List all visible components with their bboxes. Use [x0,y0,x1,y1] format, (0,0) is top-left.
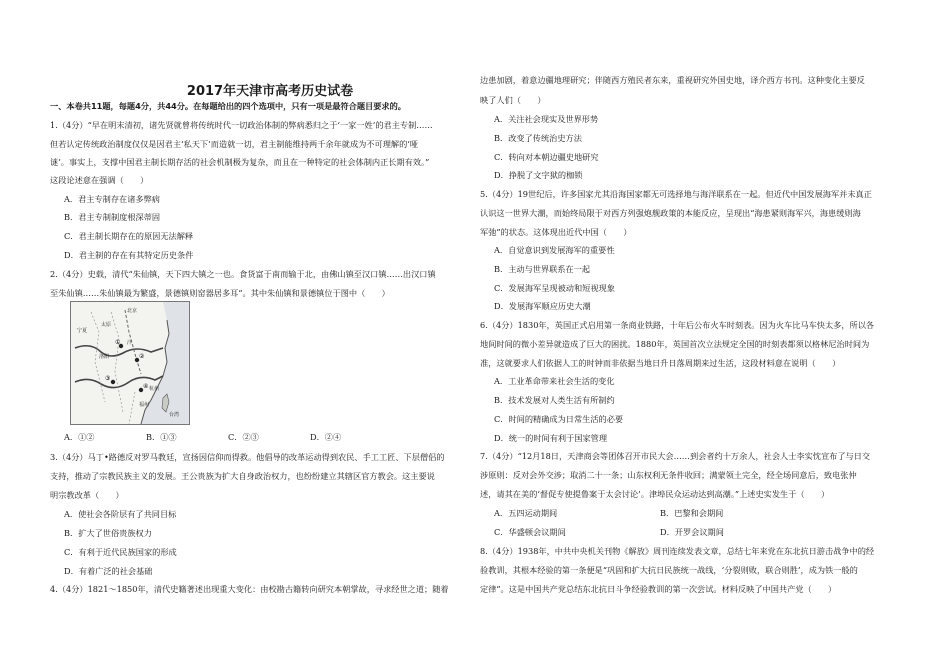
q7-option-a[interactable]: A．五四运动期间 [494,508,558,518]
q6-option-c[interactable]: C．时间的精确成为日常生活的必要 [494,414,624,424]
q3-line-2: 支持，推动了宗教民族主义的发展。王公贵族为扩大自身政治权力，也纷纷建立其辖区官方教会。这主要说 [50,471,435,481]
q2-option-c[interactable]: C．②③ [228,432,259,442]
q7-option-c[interactable]: C．华盛顿会议期间 [494,527,566,537]
map-label-ningxia: 宁夏 [77,328,88,334]
q5-option-c[interactable]: C．发展海军呈现被动和短视现象 [494,283,615,293]
q4-line-2: 边患加剧，着意边疆地理研究；伴随西方殖民者东来，重视研究外国史地，译介西方书刊。这种变化主要反 [480,75,865,85]
map-number-2: ② [139,353,145,360]
q3-option-d[interactable]: D．有着广泛的社会基础 [64,566,153,576]
q5-line-3: 军弛”的状态。这体现出近代中国（ ） [480,227,632,237]
q3-option-a[interactable]: A．使社会各阶层有了共同目标 [64,509,177,519]
q3-line-3: 明宗教改革（ ） [50,490,124,500]
map-label-beijing: 北京 [127,308,138,314]
q1-line-3: 谜’。事实上，支撑中国君主制长期存活的社会机制极为复杂，而且在一种特定的社会体制内正长期有效。” [50,157,430,167]
q1-option-a[interactable]: A．君主专制存在诸多弊病 [64,194,160,204]
section-header: 一、本卷共11题，每题4分，共44分。在每题给出的四个选项中，只有一项是最符合题目要求的。 [50,101,406,111]
q8-line-1: 8.（4分）1938年，中共中央机关刊物《解放》周刊连续发表文章，总结七年来党在东北抗日游击战争中的经 [480,546,875,556]
q3-option-c[interactable]: C．有利于近代民族国家的形成 [64,547,177,557]
q7-line-3: 述，请其在美的‘督促专使提鲁案于太会讨论’。津埠民众运动达到高潮。”上述史实发生于（ ） [480,489,830,499]
q5-line-1: 5.（4分）19世纪后，许多国家尤其沿海国家都无可选择地与海洋联系在一起。但近代中国发展海军并未真正 [480,189,872,199]
q2-option-d[interactable]: D．②④ [310,432,342,442]
q6-option-a[interactable]: A．工业革命带来社会生活的变化 [494,376,615,386]
q4-option-a[interactable]: A．关注社会现实及世界形势 [494,114,599,124]
map-label-fuzhou: 福州 [139,402,150,408]
map-label-taiwan: 台湾 [169,412,180,418]
q7-option-d[interactable]: D．开罗会议期间 [660,527,724,537]
map-label-taiyuan: 太原 [101,322,112,328]
map-label-bian: 汴 [127,340,133,346]
map-label-luoyang: 洛阳 [99,354,110,360]
map-number-4: ④ [143,383,149,390]
q1-line-4: 这段论述意在强调（ ） [50,175,149,185]
q5-option-b[interactable]: B．主动与世界联系在一起 [494,264,591,274]
q2-line-2: 至朱仙镇……朱仙镇最为繁盛，景德镇则窑器居多耳”。其中朱仙镇和景德镇位于图中（ ） [50,288,390,298]
q2-option-a[interactable]: A．①② [64,432,95,442]
qing-town-map [70,301,190,425]
q4-option-d[interactable]: D．挣脱了文字狱的枷锁 [494,170,583,180]
q6-option-d[interactable]: D．统一的时间有利于国家管理 [494,433,608,443]
q4-line-1: 4.（4分）1821～1850年，清代史籍著述出现重大变化：由校勘古籍转向研究本朝掌故，寻求经世之道；随着 [50,584,449,594]
map-number-3: ③ [105,375,111,382]
q6-line-1: 6.（4分）1830年，英国正式启用第一条商业铁路，十年后公布火车时刻表。因为火车比马车快太多，所以各 [480,320,875,330]
q6-line-2: 地间时间的微小差异就造成了巨大的困扰。1880年，英国首次立法规定全国的时刻表都须以格林尼治时间为 [480,339,870,349]
q3-option-b[interactable]: B．扩大了世俗贵族权力 [64,528,152,538]
q7-line-2: 涉原则：反对会外交涉；取消二十一条；山东权利无条件收回；满蒙领土完全，经全场同意后，致电张仲 [480,470,857,480]
map-number-1: ① [115,339,121,346]
q8-line-3: 定律”。这是中国共产党总结东北抗日斗争经验教训的第一次尝试。材料反映了中国共产党（ ） [480,584,837,594]
q4-option-b[interactable]: B．改变了传统治史方法 [494,133,582,143]
q3-line-1: 3.（4分）马丁•路德反对罗马教廷，宣扬因信仰而得救。他倡导的改革运动得到农民、手工工匠、下层僧侣的 [50,452,445,462]
q1-option-b[interactable]: B．君主专制制度根深蒂固 [64,212,161,222]
q5-option-d[interactable]: D．发展海军顺应历史大潮 [494,301,591,311]
q1-option-d[interactable]: D．君主制的存在有其特定历史条件 [64,250,194,260]
q7-line-1: 7.（4分）“12月18日，天津商会等团体召开市民大会……到会者约十万余人，社会人士李实忱宣布了与日交 [480,451,871,461]
q1-option-c[interactable]: C．君主制长期存在的原因无法解释 [64,231,194,241]
q6-option-b[interactable]: B．技术发展对人类生活有所制约 [494,395,615,405]
q2-line-1: 2.（4分）史载，清代“朱仙镇，天下四大镇之一也。食货富于南而输于北，由佛山镇至汉口镇……出汉口镇 [50,269,436,279]
q2-option-b[interactable]: B．①③ [146,432,177,442]
q1-line-1: 1.（4分）“早在明末清初，诸先贤就曾将传统时代一切政治体制的弊病悉归之于‘一家一姓’的君主专制…… [50,120,433,130]
q4-line-3: 映了人们（ ） [480,95,546,105]
map-label-hangzhou: 杭州 [149,386,160,392]
map-marker-3 [111,380,115,384]
map-drawing [71,302,189,424]
q1-line-2: 但若认定传统政治制度仅仅是因君主‘私天下’而造就一切，君主制能维持两千余年就成为不可理解的‘哑 [50,139,419,149]
page-title: 2017年天津市高考历史试卷 [186,84,354,99]
q5-line-2: 认识这一世界大潮，而始终局限于对西方列强炮舰政策的本能反应，呈现出“海患紧则海军兴，海患缓则海 [480,208,861,218]
q7-option-b[interactable]: B．巴黎和会期间 [660,508,724,518]
q6-line-3: 准，这就要求人们依据人工的时钟而非依据当地日升日落周期来过生活，这段材料意在说明（ ） [480,358,841,368]
q5-option-a[interactable]: A．自觉意识到发展海军的重要性 [494,245,615,255]
q8-line-2: 验教训，其根本经验的第一条便是“巩固和扩大抗日民族统一战线，‘分裂则败，联合则胜’，成为铁一般的 [480,565,858,575]
q4-option-c[interactable]: C．转向对本朝边疆史地研究 [494,152,599,162]
